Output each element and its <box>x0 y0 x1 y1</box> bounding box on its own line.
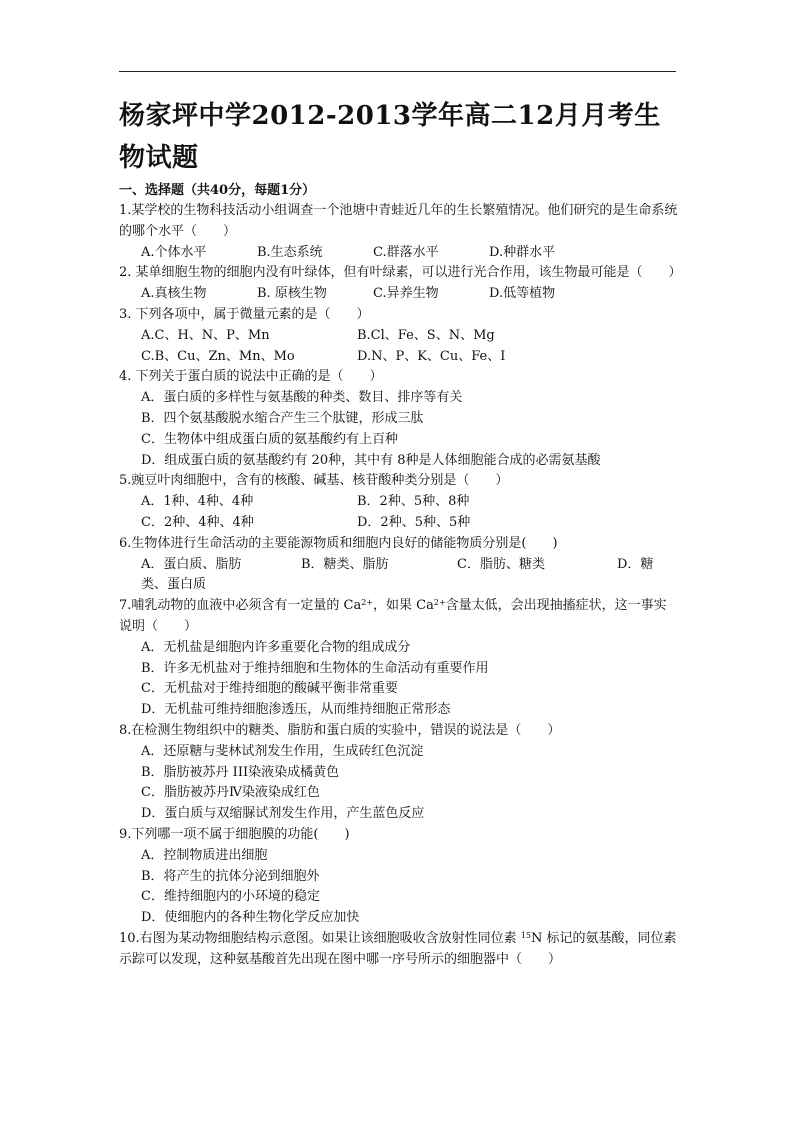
option-b: B．四个氨基酸脱水缩合产生三个肽键，形成三肽 <box>141 410 424 426</box>
option-d: D．使细胞内的各种生物化学反应加快 <box>141 910 360 926</box>
option-c: C.群落水平 <box>373 244 439 260</box>
stem-part: N 标记的氨基酸，同位素示踪可以发现，这种氨基酸首先出现在图中哪一序号所示的细胞器中（ ） <box>119 930 677 967</box>
option-d: D.种群水平 <box>489 244 556 260</box>
option-b: B．将产生的抗体分泌到细胞外 <box>141 868 320 884</box>
superscript: 2+ <box>433 598 446 608</box>
options <box>119 555 679 597</box>
question-9 <box>119 825 679 929</box>
question-10 <box>119 929 679 971</box>
option-d: D．蛋白质与双缩脲试剂发生作用，产生蓝色反应 <box>141 806 425 822</box>
options <box>119 742 679 825</box>
question-stem: 6.生物体进行生命活动的主要能源物质和细胞内良好的储能物质分别是( ) <box>119 535 558 551</box>
option-c: C.异养生物 <box>373 286 439 302</box>
question-1 <box>119 201 679 263</box>
question-stem: 2. 某单细胞生物的细胞内没有叶绿体，但有叶绿素，可以进行光合作用，该生物最可能是（ ） <box>119 265 682 281</box>
question-stem <box>119 929 679 971</box>
option-c: C．生物体中组成蛋白质的氨基酸约有上百种 <box>141 431 398 447</box>
option-c: C．脂肪、糖类 <box>457 556 545 572</box>
option-a: A．还原糖与斐林试剂发生作用，生成砖红色沉淀 <box>141 743 424 759</box>
option-a: A.真核生物 <box>141 286 207 302</box>
question-stem: 3. 下列各项中，属于微量元素的是（ ） <box>119 306 370 322</box>
option-a: A．1种、4种、4种 <box>141 494 254 510</box>
stem-part: 10.右图为某动物细胞结构示意图。如果让该细胞吸收含放射性同位素 <box>119 930 521 946</box>
option-d: D．无机盐可维持细胞渗透压，从而维持细胞正常形态 <box>141 702 451 718</box>
option-d: D．组成蛋白质的氨基酸约有 20种，其中有 8种是人体细胞能合成的必需氨基酸 <box>141 452 601 468</box>
options <box>119 284 679 305</box>
question-stem: 5.豌豆叶肉细胞中，含有的核酸、碱基、核苷酸种类分别是（ ） <box>119 473 509 489</box>
option-b: B．许多无机盐对于维持细胞和生物体的生命活动有重要作用 <box>141 660 489 676</box>
option-d: D．糖类、蛋白质 <box>141 556 654 593</box>
question-7 <box>119 596 679 721</box>
stem-part: ，如果 Ca <box>373 598 434 614</box>
options <box>119 492 679 513</box>
option-b: B.Cl、Fe、S、N、Mg <box>357 327 495 343</box>
superscript: 2+ <box>361 598 374 608</box>
options <box>119 513 679 534</box>
stem-part: 7.哺乳动物的血液中必须含有一定量的 Ca <box>119 598 362 614</box>
question-3 <box>119 305 679 367</box>
option-d: D．2种、5种、5种 <box>357 514 471 530</box>
options <box>119 347 679 368</box>
question-stem: 1.某学校的生物科技活动小组调查一个池塘中青蛙近几年的生长繁殖情况。他们研究的是生命系统的哪个水平（ ） <box>119 203 678 239</box>
question-5 <box>119 471 679 533</box>
option-a: A．蛋白质的多样性与氨基酸的种类、数目、排序等有关 <box>141 390 463 406</box>
option-b: B．2种、5种、8种 <box>357 494 470 510</box>
option-d: D.低等植物 <box>489 286 556 302</box>
option-a: A．蛋白质、脂肪 <box>141 556 242 572</box>
question-2 <box>119 263 682 305</box>
stem-part: 含量太低，会出现抽搐症状，这一事实说明（ ） <box>119 598 667 634</box>
option-c: C.B、Cu、Zn、Mn、Mo <box>141 348 295 364</box>
option-c: C．2种、4种、4种 <box>141 514 254 530</box>
question-8 <box>119 721 679 825</box>
option-b: B．脂肪被苏丹 III染液染成橘黄色 <box>141 764 340 780</box>
options <box>119 388 679 471</box>
question-stem: 4. 下列关于蛋白质的说法中正确的是（ ） <box>119 369 383 385</box>
superscript: 15 <box>520 930 531 940</box>
question-4 <box>119 367 679 471</box>
option-d: D.N、P、K、Cu、Fe、I <box>357 348 506 364</box>
options <box>119 326 679 347</box>
option-c: C．脂肪被苏丹Ⅳ染液染成红色 <box>141 785 320 801</box>
option-c: C．无机盐对于维持细胞的酸碱平衡非常重要 <box>141 681 398 697</box>
options <box>119 846 679 929</box>
section-heading: 一、选择题（共40分，每题1分） <box>119 183 316 198</box>
option-b: B.生态系统 <box>257 244 323 260</box>
page-title: 杨家坪中学2012-2013学年高二12月月考生物试题 <box>119 101 661 173</box>
option-b: B．糖类、脂肪 <box>301 556 389 572</box>
header-rule <box>119 71 676 72</box>
question-6 <box>119 534 679 596</box>
options <box>119 638 679 721</box>
option-b: B. 原核生物 <box>257 286 327 302</box>
options <box>119 243 679 264</box>
exam-page <box>119 95 682 970</box>
option-c: C．维持细胞内的小环境的稳定 <box>141 889 320 905</box>
option-a: A．无机盐是细胞内许多重要化合物的组成成分 <box>141 639 411 655</box>
option-a: A．控制物质进出细胞 <box>141 847 268 863</box>
question-stem <box>119 596 679 638</box>
option-a: A.C、H、N、P、Mn <box>141 327 270 343</box>
question-stem: 8.在检测生物组织中的糖类、脂肪和蛋白质的实验中，错误的说法是（ ） <box>119 722 561 738</box>
question-stem: 9.下列哪一项不属于细胞膜的功能( ) <box>119 826 350 842</box>
option-a: A.个体水平 <box>141 244 207 260</box>
